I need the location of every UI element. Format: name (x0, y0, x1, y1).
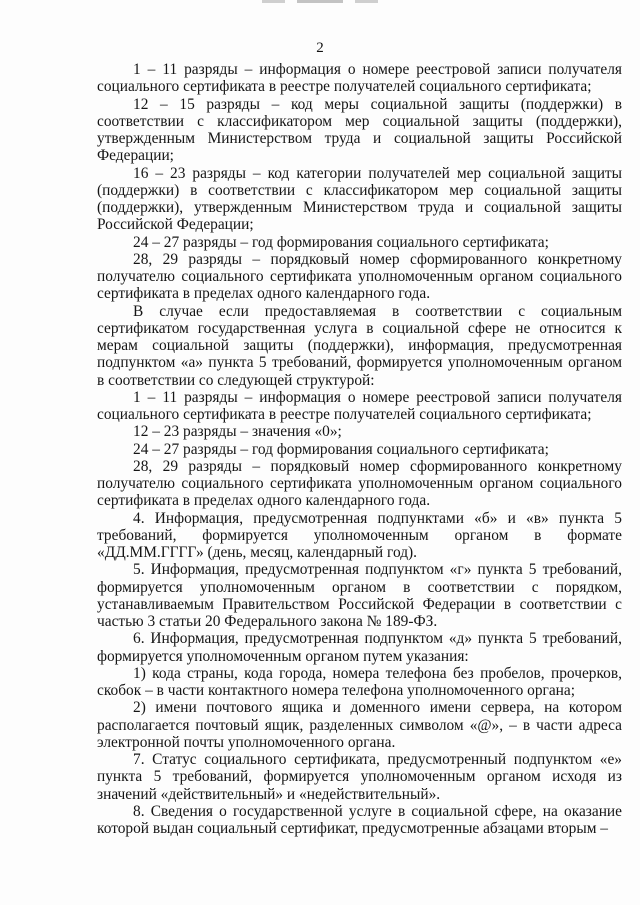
paragraph: 5. Информация, предусмотренная подпунктом «г» пункта 5 требований, формируется уполномоченным органом в соответствии с порядком, устанавливаемым Правительством Российской Федерации в соответствии с частью 3 статьи 20 Федерального закона № 189-ФЗ. (97, 561, 622, 630)
paragraph: 28, 29 разряды – порядковый номер сформированного конкретному получателю социального сертификата уполномоченным органом социального сертификата в пределах одного календарного года. (97, 457, 622, 510)
paragraph: 12 – 15 разряды – код меры социальной защиты (поддержки) в соответствии с классификатором мер социальной защиты (поддержки), утвержденным Министерством труда и социальной защиты Российской Федерации; (97, 95, 622, 165)
paragraph: 28, 29 разряды – порядковый номер сформированного конкретному получателю социального сертификата уполномоченным органом социального сертификата в пределах одного календарного года. (97, 250, 622, 303)
paragraph: 6. Информация, предусмотренная подпунктом «д» пункта 5 требований, формируется уполномоченным органом путем указания: (97, 630, 622, 665)
paragraph: 4. Информация, предусмотренная подпунктами «б» и «в» пункта 5 требований, формируется уполномоченным органом в формате «ДД.ММ.ГГГГ» (день, месяц, календарный год). (97, 509, 622, 561)
paragraph: В случае если предоставляемая в соответствии с социальным сертификатом государственная услуга в социальной сфере не относится к мерам социальной защиты (поддержки), информация, предусмотренная подпунктом «а» пункта 5 требований, формируется уполномоченным органом в соответствии со следующей структурой: (97, 302, 622, 389)
paragraph: 24 – 27 разряды – год формирования социального сертификата; (133, 440, 549, 458)
paragraph: 16 – 23 разряды – код категории получателей мер социальной защиты (поддержки) в соответствии с классификатором мер социальной защиты (поддержки), утвержденным Министерством труда и социальной защиты Российской Федерации; (97, 164, 622, 234)
paragraph: 24 – 27 разряды – год формирования социального сертификата; (133, 233, 549, 251)
paragraph: 1) кода страны, кода города, номера телефона без пробелов, прочерков, скобок – в части контактного номера телефона уполномоченного органа; (97, 664, 622, 699)
page-number: 2 (316, 40, 324, 56)
scan-artifact (262, 0, 378, 3)
paragraph: 1 – 11 разряды – информация о номере реестровой записи получателя социального сертификата в реестре получателей социального сертификата; (97, 61, 622, 96)
document-body (97, 61, 622, 837)
paragraph: 8. Сведения о государственной услуге в социальной сфере, на оказание которой выдан социальный сертификат, предусмотренные абзацами вторым – (97, 802, 622, 837)
paragraph: 1 – 11 разряды – информация о номере реестровой записи получателя социального сертификата в реестре получателей социального сертификата; (97, 388, 622, 423)
paragraph: 12 – 23 разряды – значения «0»; (133, 423, 342, 441)
paragraph: 2) имени почтового ящика и доменного имени сервера, на котором располагается почтовый ящик, разделенных символом «@», – в части адреса электронной почты уполномоченного органа. (97, 699, 622, 751)
paragraph: 7. Статус социального сертификата, предусмотренный подпунктом «е» пункта 5 требований, формируется уполномоченным органом исходя из значений «действительный» и «недействительный». (97, 751, 622, 803)
